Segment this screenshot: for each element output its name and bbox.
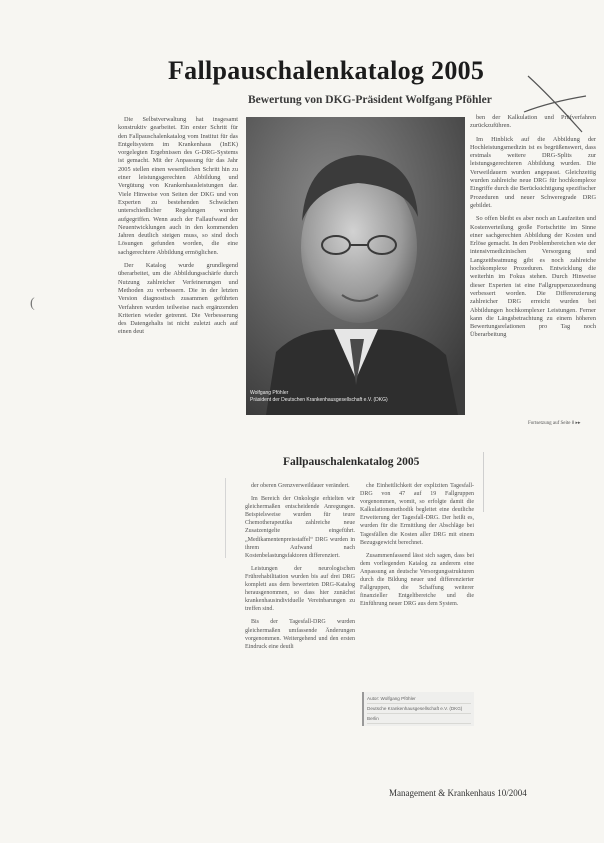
- section-title: Fallpauschalenkatalog 2005: [283, 456, 420, 468]
- page-title: Fallpauschalenkatalog 2005: [168, 56, 485, 85]
- article-paragraph: der oberen Grenzverweildauer verändert.: [251, 483, 350, 489]
- infobox-line: Berlin: [367, 714, 471, 724]
- portrait-photo: [246, 117, 465, 415]
- article-paragraph: che Einheitlichkeit der expliziten Tagesfall-DRG von 47 auf 19 Fallgruppen vorgenommen, womit, so erfolgte damit die Kalkulationsmethodik begleitet eine deutliche Erweiterung der Tagesfall-DRG. Der heißt es, wurden für die Ermittlung der Abschläge bei Tagesfällen die Kosten aller DRG mit einem Bezugsgewicht berechnet.: [360, 483, 474, 546]
- author-infobox: [362, 692, 474, 726]
- article-paragraph: Im Hinblick auf die Abbildung der Hochleistungsmedizin ist es begrüßenswert, dass erstmals weitere DRG-Splits zur leistungsgerechteren Abbildung wurden. Die Verweildauern wurden angepasst. Gleichzeitig wurden zahlreiche neue DRG für hochkomplexe Eingriffe durch die Berücksichtigung spezifischer Prozeduren und neuer Schweregrade DRG gebildet.: [470, 135, 596, 209]
- continuation-note: Fortsetzung auf Seite 8 ▸▸: [528, 421, 581, 426]
- article-left-column: [118, 116, 238, 432]
- article-paragraph: Im Bereich der Onkologie erhielten wir gleichermaßen entscheidende Anregungen. Beispielsweise wurden für teure Chemotherapeutika zahlreiche neue Zusatzentgelte eingeführt. „Medikamentenpreisstaffel“ DRG wurden in ihrem Aufwand nach Kostenbelastungsfaktoren differenziert.: [245, 496, 355, 559]
- article-paragraph: Leistungen der neurologischen Frührehabilitation wurden bis auf drei DRG komplett aus dem bewerteten DRG-Katalog herausgenommen, so dass hier zunächst krankenhausindividuelle Vereinbarungen zu treffen sind.: [245, 565, 355, 613]
- scan-line: [225, 478, 226, 558]
- photo-caption: [250, 390, 462, 404]
- publication-footer: Management & Krankenhaus 10/2004: [389, 788, 527, 798]
- article-paragraph: ben der Kalkulation und Prüfverfahren zurückzuführen.: [470, 114, 596, 130]
- margin-mark: (: [30, 296, 35, 311]
- portrait-illustration: [246, 117, 465, 415]
- caption-role: Präsident der Deutschen Krankenhausgesellschaft e.V. (DKG): [250, 397, 388, 403]
- article-right-column: [470, 114, 596, 416]
- article-bottom-column-2: [360, 482, 474, 686]
- infobox-line: Autor: Wolfgang Pföhler: [367, 694, 471, 704]
- article-bottom-column-1: [245, 482, 355, 782]
- infobox-line: Deutsche Krankenhausgesellschaft e.V. (DKG): [367, 704, 471, 714]
- article-paragraph: Zusammenfassend lässt sich sagen, dass bei dem vorliegenden Katalog zu anderem eine Anpassung an deutsche Versorgungsstrukturen durch die Bildung neuer und differenzierter Fallgruppen, die Schaffung weiterer finanzieller Entgeltbereiche und die Einführung neuer DRG aus dem System.: [360, 552, 474, 608]
- article-paragraph: Der Katalog wurde grundlegend überarbeitet, um die Abbildungsschärfe durch Nutzung zahlreicher Verfeinerungen und Methoden zu verbessern. Die in der letzten Version diagnostisch zusammen geführten Verfahren wurden teilweise nach ergänzenden Kriterien wieder getrennt. Die Verbesserung des Datengehalts ist nicht zuletzt auch auf einen deut: [118, 262, 238, 336]
- caption-name: Wolfgang Pföhler: [250, 390, 289, 396]
- article-paragraph: Bis der Tagesfall-DRG wurden gleichermaßen umfassende Änderungen vorgenommen. Weitergehend und den ersten Eindruck eine deutli: [245, 619, 355, 650]
- page-subtitle: Bewertung von DKG-Präsident Wolfgang Pföhler: [248, 94, 492, 106]
- article-paragraph: So offen bleibt es aber noch an Laufzeiten und Kostenverteilung große Fortschritte im Sinne einer sachgerechten Abbildung der Kosten und Erlöse gemacht. In den Problembereichen wie der intensivmedizinischen Versorgung und Langzeitbeatmung gibt es noch zahlreiche hochkomplexe Prozeduren. Entwicklung die weiterhin im Fokus stehen. Durch Hinweise dieser Experten ist eine Fallgruppenzuordnung verbessert worden. Die Differenzierung zahlreicher DRG erreicht wurden bei Abbildungen hochkomplexer Leistungen. Ferner kann die Längsbetrachtung zu einem höheren Bewertungsrelationen pro Tag noch Überarbeitung: [470, 215, 596, 339]
- article-paragraph: Die Selbstverwaltung hat insgesamt konstruktiv gearbeitet. Ein erster Schritt für den Fallpauschalenkatalog vom Institut für das Entgeltsystem im Krankenhaus (InEK) vorgelegten Ergebnissen des G-DRG-Systems ist gemacht. Mit der Anpassung für das Jahr 2005 stellen einen wesentlichen Schritt hin zu einer leistungsgerechten Abbildung und Vergütung von Krankenhausleistungen dar. Viele Hinweise von Seiten der DKG und von Experten zu bestehenden Schwächen unterschiedlicher Regelungen wurden aufgegriffen. Wenn auch der Fallaufwand der Neuentwicklungen auch in den kommenden Jahren deutlich steigen muss, so sind doch Lösungen gefunden worden, die eine sachgerechtere Abbildung ermöglichen.: [118, 116, 238, 256]
- scan-line: [483, 452, 484, 512]
